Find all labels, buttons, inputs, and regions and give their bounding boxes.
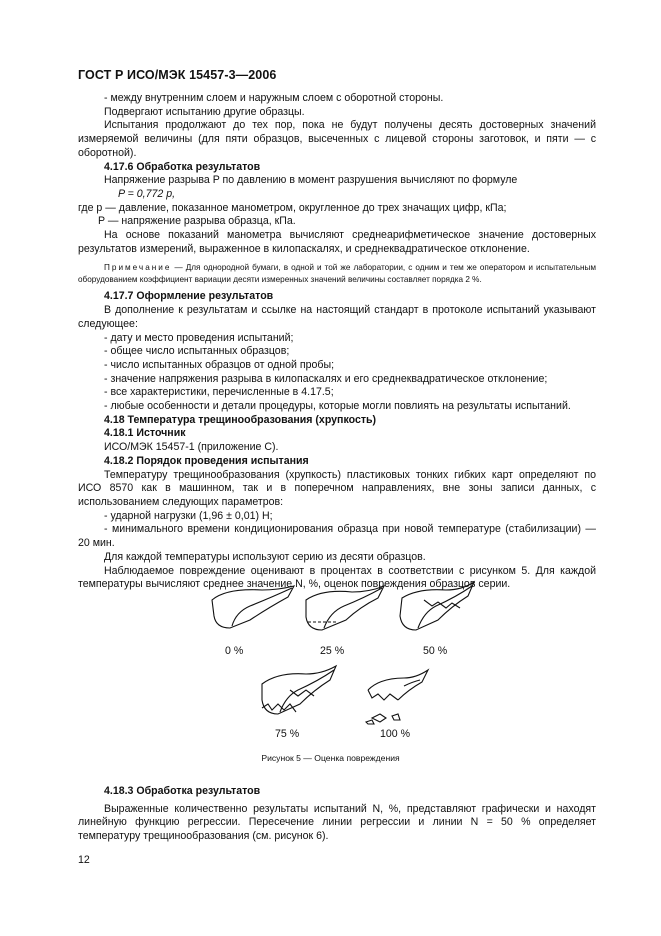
list-item: - минимального времени кондиционирования образца при новой температуре (стабилизации) — 20 мин.	[78, 523, 596, 550]
specimen-25-drawing	[306, 586, 384, 630]
label-0: 0 %	[225, 645, 244, 657]
specimen-75-drawing	[262, 666, 336, 714]
list-item: - все характеристики, перечисленные в 4.17.5;	[104, 386, 334, 399]
formula: P = 0,772 p,	[118, 187, 176, 200]
label-25: 25 %	[320, 645, 345, 657]
section-heading: 4.18 Температура трещинообразования (хрупкость)	[104, 413, 377, 426]
specimen-100-drawing	[366, 670, 428, 724]
paragraph: - между внутренним слоем и наружным слоем с оборотной стороны.	[104, 92, 444, 104]
list-item: - любые особенности и детали процедуры, которые могли повлиять на результаты испытаний.	[104, 400, 571, 413]
paragraph: Напряжение разрыва P по давлению в момент разрушения вычисляют по формуле	[104, 174, 518, 187]
paragraph: ИСО/МЭК 15457-1 (приложение С).	[104, 441, 279, 454]
section-heading: 4.18.1 Источник	[104, 427, 186, 440]
list-item: - ударной нагрузки (1,96 ± 0,01) Н;	[104, 509, 273, 522]
note-label: Примечание	[104, 263, 172, 273]
page-number: 12	[78, 854, 90, 866]
note-text: — Для однородной бумаги, в одной и той же лаборатории, с одним и тем же оператором и испытательным оборудованием коэффициент вариации десяти измеренных значений величины составляет порядка 2 %.	[78, 263, 596, 284]
section-heading: 4.18.2 Порядок проведения испытания	[104, 454, 309, 467]
definition: где p — давление, показанное манометром, округленное до трех значащих цифр, кПа;	[78, 201, 507, 214]
paragraph: Выраженные количественно результаты испытаний N, %, представляют графически и находят линейную функцию регрессии. Пересечение линии регрессии и линии N = 50 % определяет температуру трещинообразования (см. рисунок 6).	[78, 802, 596, 843]
list-item: - дату и место проведения испытаний;	[104, 331, 294, 344]
label-75: 75 %	[275, 728, 300, 740]
paragraph: Испытания продолжают до тех пор, пока не будут получены десять достоверных значений измеряемой величины (для пяти образцов, высеченных с лицевой стороны заготовок, и пяти — с оборотной).	[78, 119, 596, 159]
figure-caption: Рисунок 5 — Оценка повреждения	[261, 753, 400, 763]
page-header: ГОСТ Р ИСО/МЭК 15457-3—2006	[78, 68, 277, 82]
list-item: - общее число испытанных образцов;	[104, 345, 290, 358]
section-heading: 4.17.7 Оформление результатов	[104, 290, 274, 303]
paragraph: В дополнение к результатам и ссылке на настоящий стандарт в протоколе испытаний указывают следующее:	[78, 304, 596, 330]
paragraph: На основе показаний манометра вычисляют среднеарифметическое значение достоверных результатов измерений, выраженное в килопаскалях, и среднеквадратическое отклонение.	[78, 229, 596, 255]
specimen-0-drawing	[212, 586, 294, 628]
list-item: - значение напряжения разрыва в килопаскалях и его среднеквадратическое отклонение;	[104, 372, 548, 385]
paragraph: Подвергают испытанию другие образцы.	[104, 105, 305, 118]
paragraph: Температуру трещинообразования (хрупкость) пластиковых тонких гибких карт определяют по ИСО 8570 как в машинном, так и в поперечном направлениях, вне зоны записи данных, с использованием следующих параметров:	[78, 468, 596, 508]
list-item: - число испытанных образцов от одной пробы;	[104, 358, 335, 371]
specimen-50-drawing	[400, 582, 474, 630]
definition: P — напряжение разрыва образца, кПа.	[98, 215, 296, 228]
section-heading: 4.17.6 Обработка результатов	[104, 160, 261, 173]
section-heading: 4.18.3 Обработка результатов	[104, 785, 261, 797]
label-50: 50 %	[423, 645, 448, 657]
paragraph: Наблюдаемое повреждение оценивают в процентах в соответствии с рисунком 5. Для каждой температуры вычисляют среднее значение N, %, оценок повреждения образцов серии.	[78, 564, 596, 591]
lower-text	[78, 785, 596, 844]
label-100: 100 %	[380, 728, 411, 740]
paragraph: Для каждой температуры используют серию из десяти образцов.	[104, 550, 426, 563]
